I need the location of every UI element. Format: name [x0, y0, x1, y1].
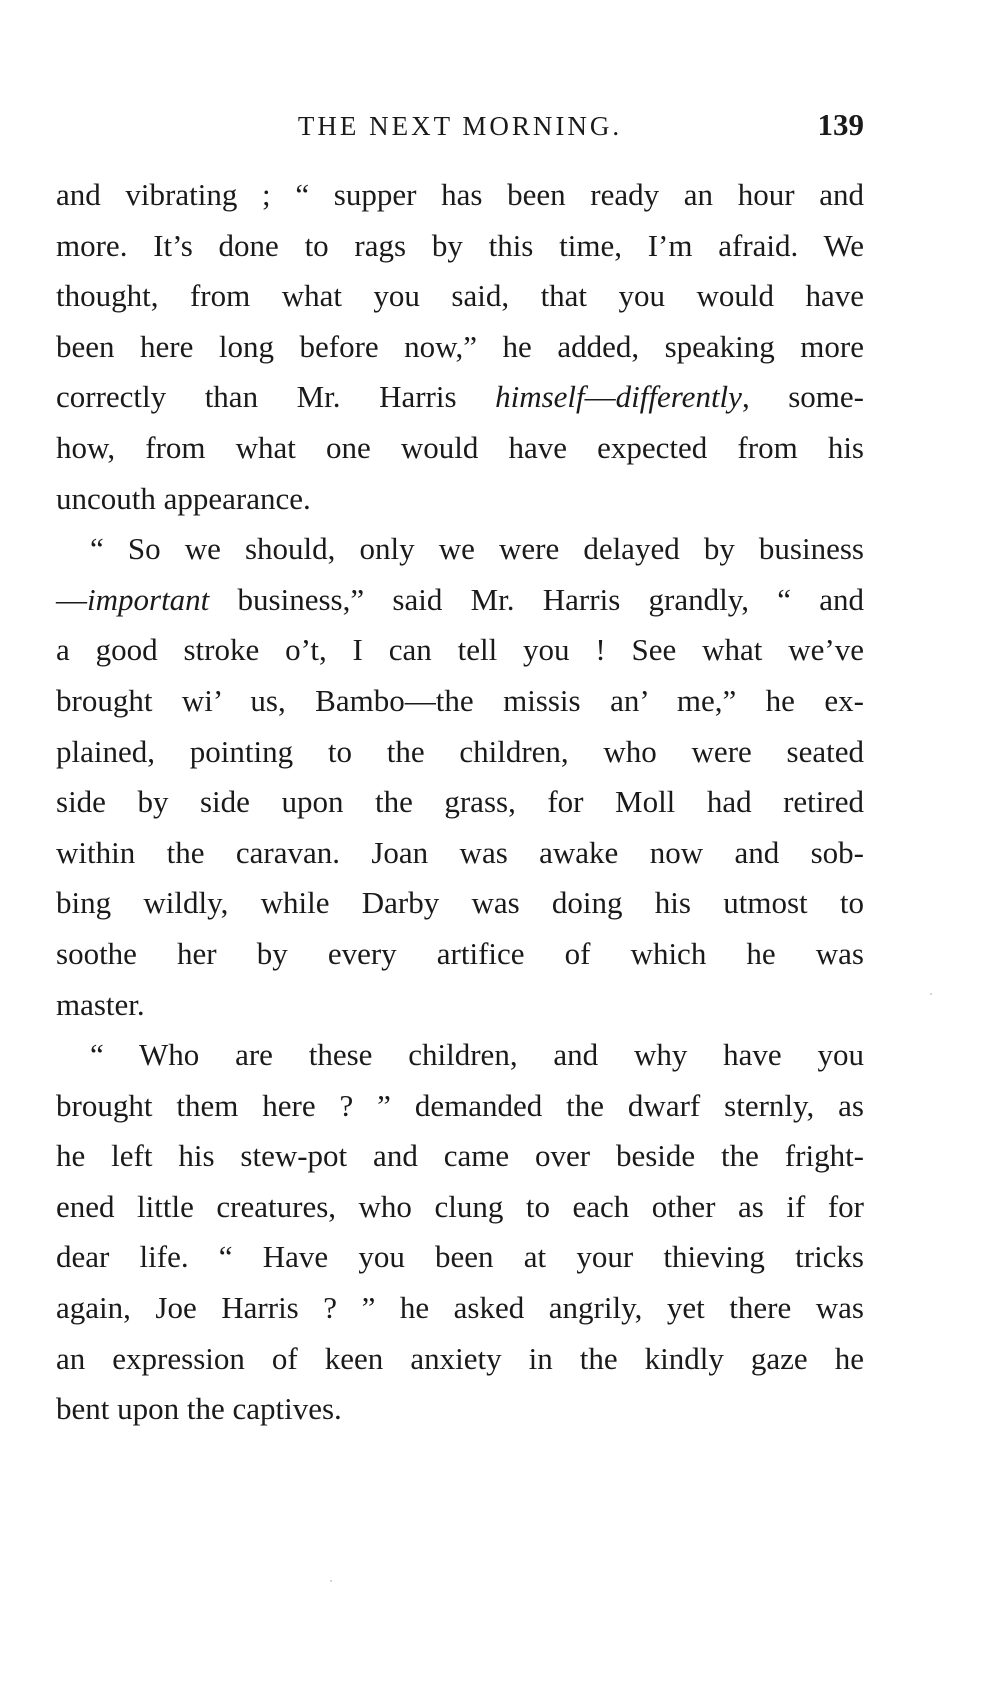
text-line: thought, from what you said, that you would have — [56, 278, 864, 314]
text-line: a good stroke o’t, I can tell you ! See what we’ve — [56, 632, 864, 668]
text-line: side by side upon the grass, for Moll had retired — [56, 784, 864, 820]
running-title: THE NEXT MORNING. — [297, 111, 623, 141]
text-line: —important business,” said Mr. Harris grandly, “ and — [56, 581, 864, 617]
paper-speck — [330, 1580, 332, 1582]
text-line: again, Joe Harris ? ” he asked angrily, yet there was — [56, 1290, 864, 1326]
text-line: he left his stew-pot and came over beside the fright- — [56, 1138, 864, 1174]
paragraph-1 — [56, 170, 864, 524]
text-line: an expression of keen anxiety in the kindly gaze he — [56, 1340, 864, 1376]
text-line: master. — [56, 986, 145, 1022]
text-line: “ Who are these children, and why have you — [90, 1037, 864, 1073]
text-line: and vibrating ; “ supper has been ready an hour and — [56, 177, 864, 212]
text-line: correctly than Mr. Harris himself—differently, some- — [56, 379, 864, 415]
text-line: dear life. “ Have you been at your thieving tricks — [56, 1239, 864, 1275]
text-line: been here long before now,” he added, speaking more — [56, 328, 864, 364]
paper-speck — [930, 993, 932, 995]
text-line: brought them here ? ” demanded the dwarf sternly, as — [56, 1087, 864, 1123]
text-line: within the caravan. Joan was awake now and sob- — [56, 834, 864, 870]
text-line: bing wildly, while Darby was doing his utmost to — [56, 885, 864, 921]
text-line: plained, pointing to the children, who were seated — [56, 733, 864, 769]
text-line: brought wi’ us, Bambo—the missis an’ me,” he ex- — [56, 682, 864, 718]
text-line: soothe her by every artifice of which he was — [56, 935, 864, 971]
body-text — [56, 170, 864, 1435]
page-number: 139 — [817, 107, 864, 142]
text-line: bent upon the captives. — [56, 1391, 342, 1427]
text-line: ened little creatures, who clung to each other as if for — [56, 1188, 864, 1224]
paragraph-3 — [56, 1030, 864, 1435]
text-line: more. It’s done to rags by this time, I’m afraid. We — [56, 227, 864, 263]
text-line: how, from what one would have expected from his — [56, 429, 864, 465]
paragraph-2 — [56, 524, 864, 1030]
text-line: “ So we should, only we were delayed by business — [90, 531, 864, 567]
running-head — [56, 105, 864, 145]
text-line: uncouth appearance. — [56, 480, 311, 516]
